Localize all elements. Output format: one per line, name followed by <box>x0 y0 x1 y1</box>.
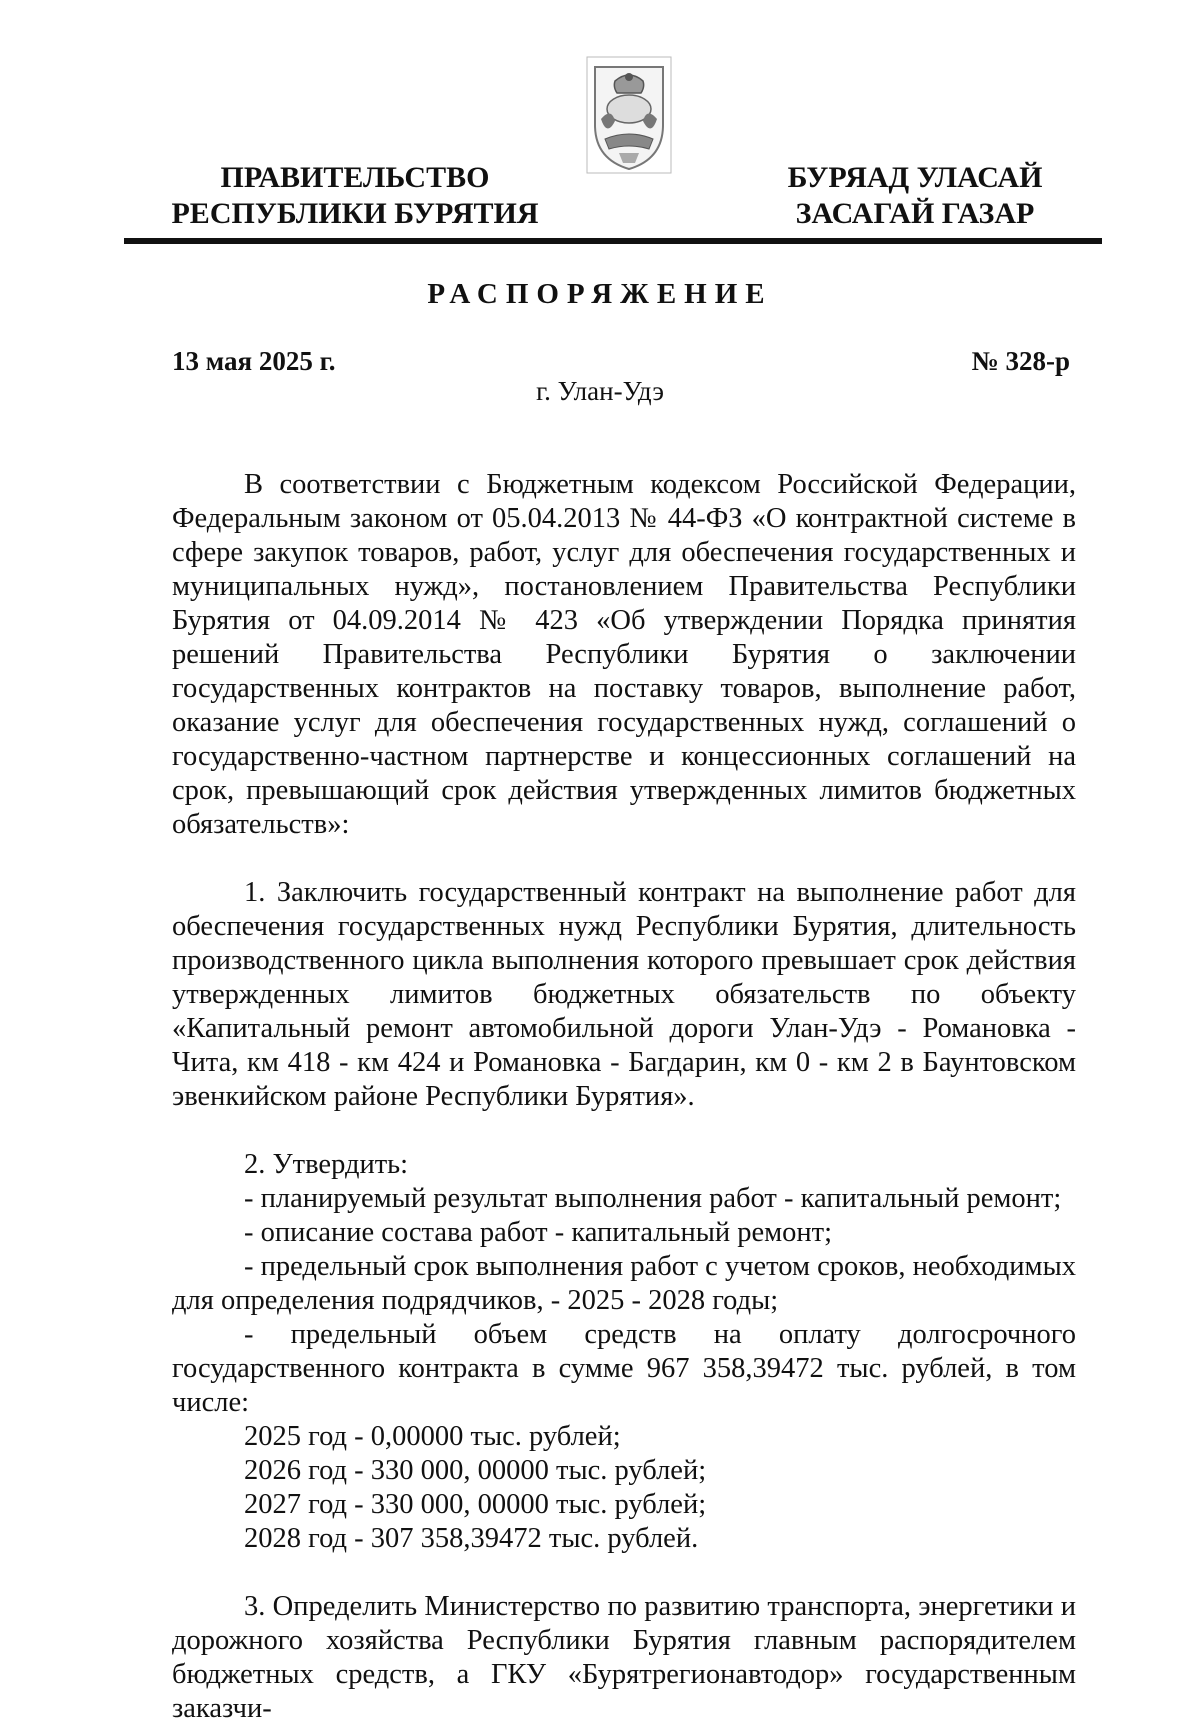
document-type: РАСПОРЯЖЕНИЕ <box>427 278 773 310</box>
item-2-line: - предельный объем средств на оплату долгосрочного государственного контракта в сумме 967 358,39472 тыс. рублей, в том числе: <box>172 1319 1076 1418</box>
header-divider <box>124 238 1102 244</box>
coat-of-arms-icon <box>585 55 673 175</box>
document-body <box>172 468 1076 1726</box>
org-left-line2: РЕСПУБЛИКИ БУРЯТИЯ <box>171 197 539 230</box>
year-amount: 2027 год - 330 000, 00000 тыс. рублей; <box>244 1489 707 1520</box>
government-name-russian <box>170 160 540 232</box>
year-amount: 2025 год - 0,00000 тыс. рублей; <box>244 1421 621 1452</box>
item-2-line: - описание состава работ - капитальный ремонт; <box>244 1217 833 1248</box>
year-amount: 2026 год - 330 000, 00000 тыс. рублей; <box>244 1455 707 1486</box>
document-number: № 328-р <box>971 346 1070 376</box>
item-2-title: 2. Утвердить: <box>244 1149 409 1180</box>
org-right-line2: ЗАСАГАЙ ГАЗАР <box>795 197 1035 230</box>
item-2-line: - планируемый результат выполнения работ - капитальный ремонт; <box>244 1183 1062 1214</box>
org-right-line1: БУРЯАД УЛАСАЙ <box>787 161 1043 194</box>
item-3-paragraph: 3. Определить Министерство по развитию транспорта, энергетики и дорожного хозяйства Республики Бурятия главным распорядителем бюджетных средств, а ГКУ «Бурятрегионавтодор» государственным заказчи- <box>172 1591 1076 1724</box>
year-amount: 2028 год - 307 358,39472 тыс. рублей. <box>244 1523 699 1554</box>
document-date: 13 мая 2025 г. <box>172 346 336 376</box>
preamble-paragraph: В соответствии с Бюджетным кодексом Российской Федерации, Федеральным законом от 05.04.2013 № 44-ФЗ «О контрактной системе в сфере закупок товаров, работ, услуг для обеспечения государственных и муниципальных нужд», постановлением Правительства Республики Бурятия от 04.09.2014 № 423 «Об утверждении Порядка принятия решений Правительства Республики Бурятия о заключении государственных контрактов на поставку товаров, выполнение работ, оказание услуг для обеспечения государственных нужд, соглашений о государственно-частном партнерстве и концессионных соглашений на срок, превышающий срок действия утвержденных лимитов бюджетных обязательств»: <box>172 469 1076 840</box>
org-left-line1: ПРАВИТЕЛЬСТВО <box>220 161 490 194</box>
item-1-paragraph: 1. Заключить государственный контракт на выполнение работ для обеспечения государственных нужд Республики Бурятия, длительность производственного цикла выполнения которого превышает срок действия утвержденных лимитов бюджетных обязательств по объекту «Капитальный ремонт автомобильной дороги Улан-Удэ - Романовка - Чита, км 418 - км 424 и Романовка - Багдарин, км 0 - км 2 в Баунтовском эвенкийском районе Республики Бурятия». <box>172 877 1076 1112</box>
government-name-buryat <box>765 160 1065 232</box>
item-2-line: - предельный срок выполнения работ с учетом сроков, необходимых для определения подрядчиков, - 2025 - 2028 годы; <box>172 1251 1076 1316</box>
document-city: г. Улан-Удэ <box>536 376 664 406</box>
